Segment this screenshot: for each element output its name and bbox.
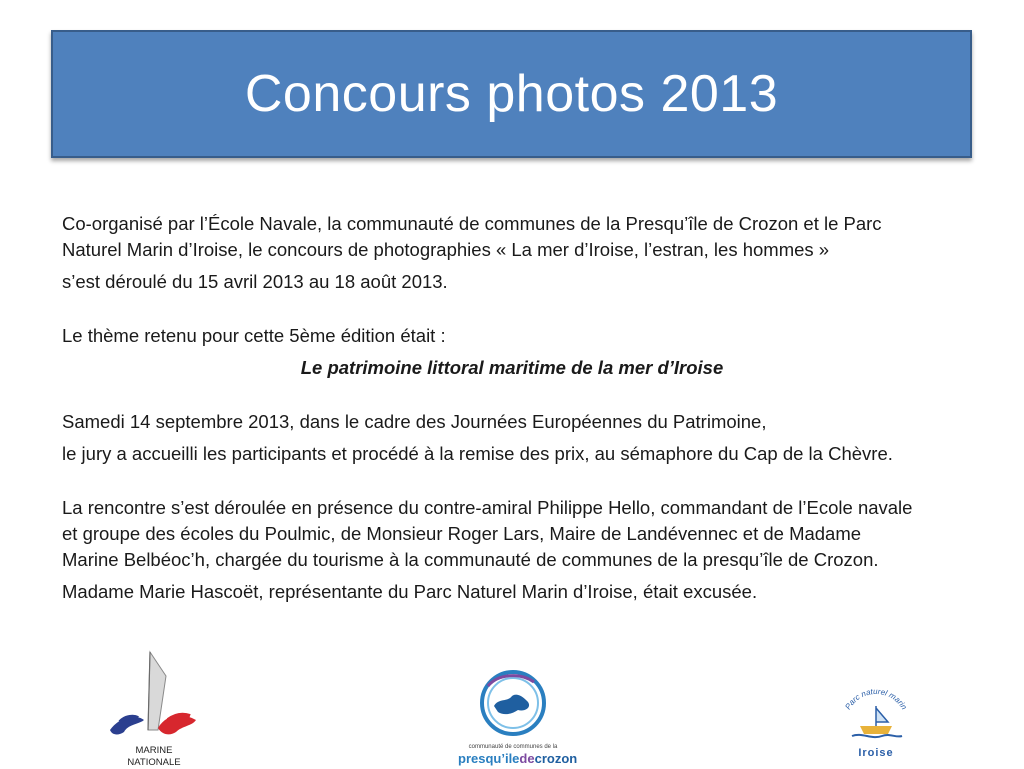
iroise-emblem-icon bbox=[838, 684, 914, 744]
text-line: et groupe des écoles du Poulmic, de Monsieur Roger Lars, Maire de Landévennec et de Madame bbox=[62, 523, 862, 544]
iroise-arc-text: Parc naturel marin bbox=[843, 686, 909, 712]
crozon-small: communauté de communes de la bbox=[468, 744, 558, 750]
theme-line: Le patrimoine littoral maritime de la mer d’Iroise bbox=[300, 357, 724, 378]
iroise-logo bbox=[838, 684, 914, 764]
crozon-logo bbox=[458, 668, 578, 766]
text-line: Co-organisé par l’École Navale, la communauté de communes de la Presqu’île de Crozon et le Parc bbox=[62, 213, 882, 234]
crozon-main2: de bbox=[519, 751, 535, 766]
marine-nationale-logo bbox=[106, 650, 202, 766]
text-line: s’est déroulé du 15 avril 2013 au 18 août 2013. bbox=[62, 271, 448, 292]
crozon-main1: presqu’ile bbox=[458, 751, 520, 766]
text-line: Naturel Marin d’Iroise, le concours de photographies « La mer d’Iroise, l’estran, les hommes » bbox=[62, 239, 830, 260]
crozon-main3: crozon bbox=[534, 751, 578, 766]
text-line: le jury a accueilli les participants et procédé à la remise des prix, au sémaphore du Cap de la Chèvre. bbox=[62, 443, 893, 464]
text-line: La rencontre s’est déroulée en présence du contre-amiral Philippe Hello, commandant de l’Ecole navale bbox=[62, 497, 913, 518]
iroise-name: Iroise bbox=[858, 747, 894, 759]
sail-icon bbox=[106, 650, 202, 742]
slide-body bbox=[62, 211, 962, 605]
text-line: Madame Marie Hascoët, représentante du Parc Naturel Marin d’Iroise, était excusée. bbox=[62, 581, 758, 602]
text-line: Le thème retenu pour cette 5ème édition était : bbox=[62, 325, 446, 346]
text-line: Marine Belbéoc’h, chargée du tourisme à la communauté de communes de la presqu’île de Crozon. bbox=[62, 549, 879, 570]
marine-line1: MARINE bbox=[135, 745, 173, 756]
marine-line2: NATIONALE bbox=[127, 757, 181, 768]
title-box bbox=[51, 30, 972, 158]
text-line: Samedi 14 septembre 2013, dans le cadre des Journées Européennes du Patrimoine, bbox=[62, 411, 767, 432]
crozon-emblem-icon bbox=[458, 668, 568, 738]
slide-title: Concours photos 2013 bbox=[244, 65, 779, 123]
